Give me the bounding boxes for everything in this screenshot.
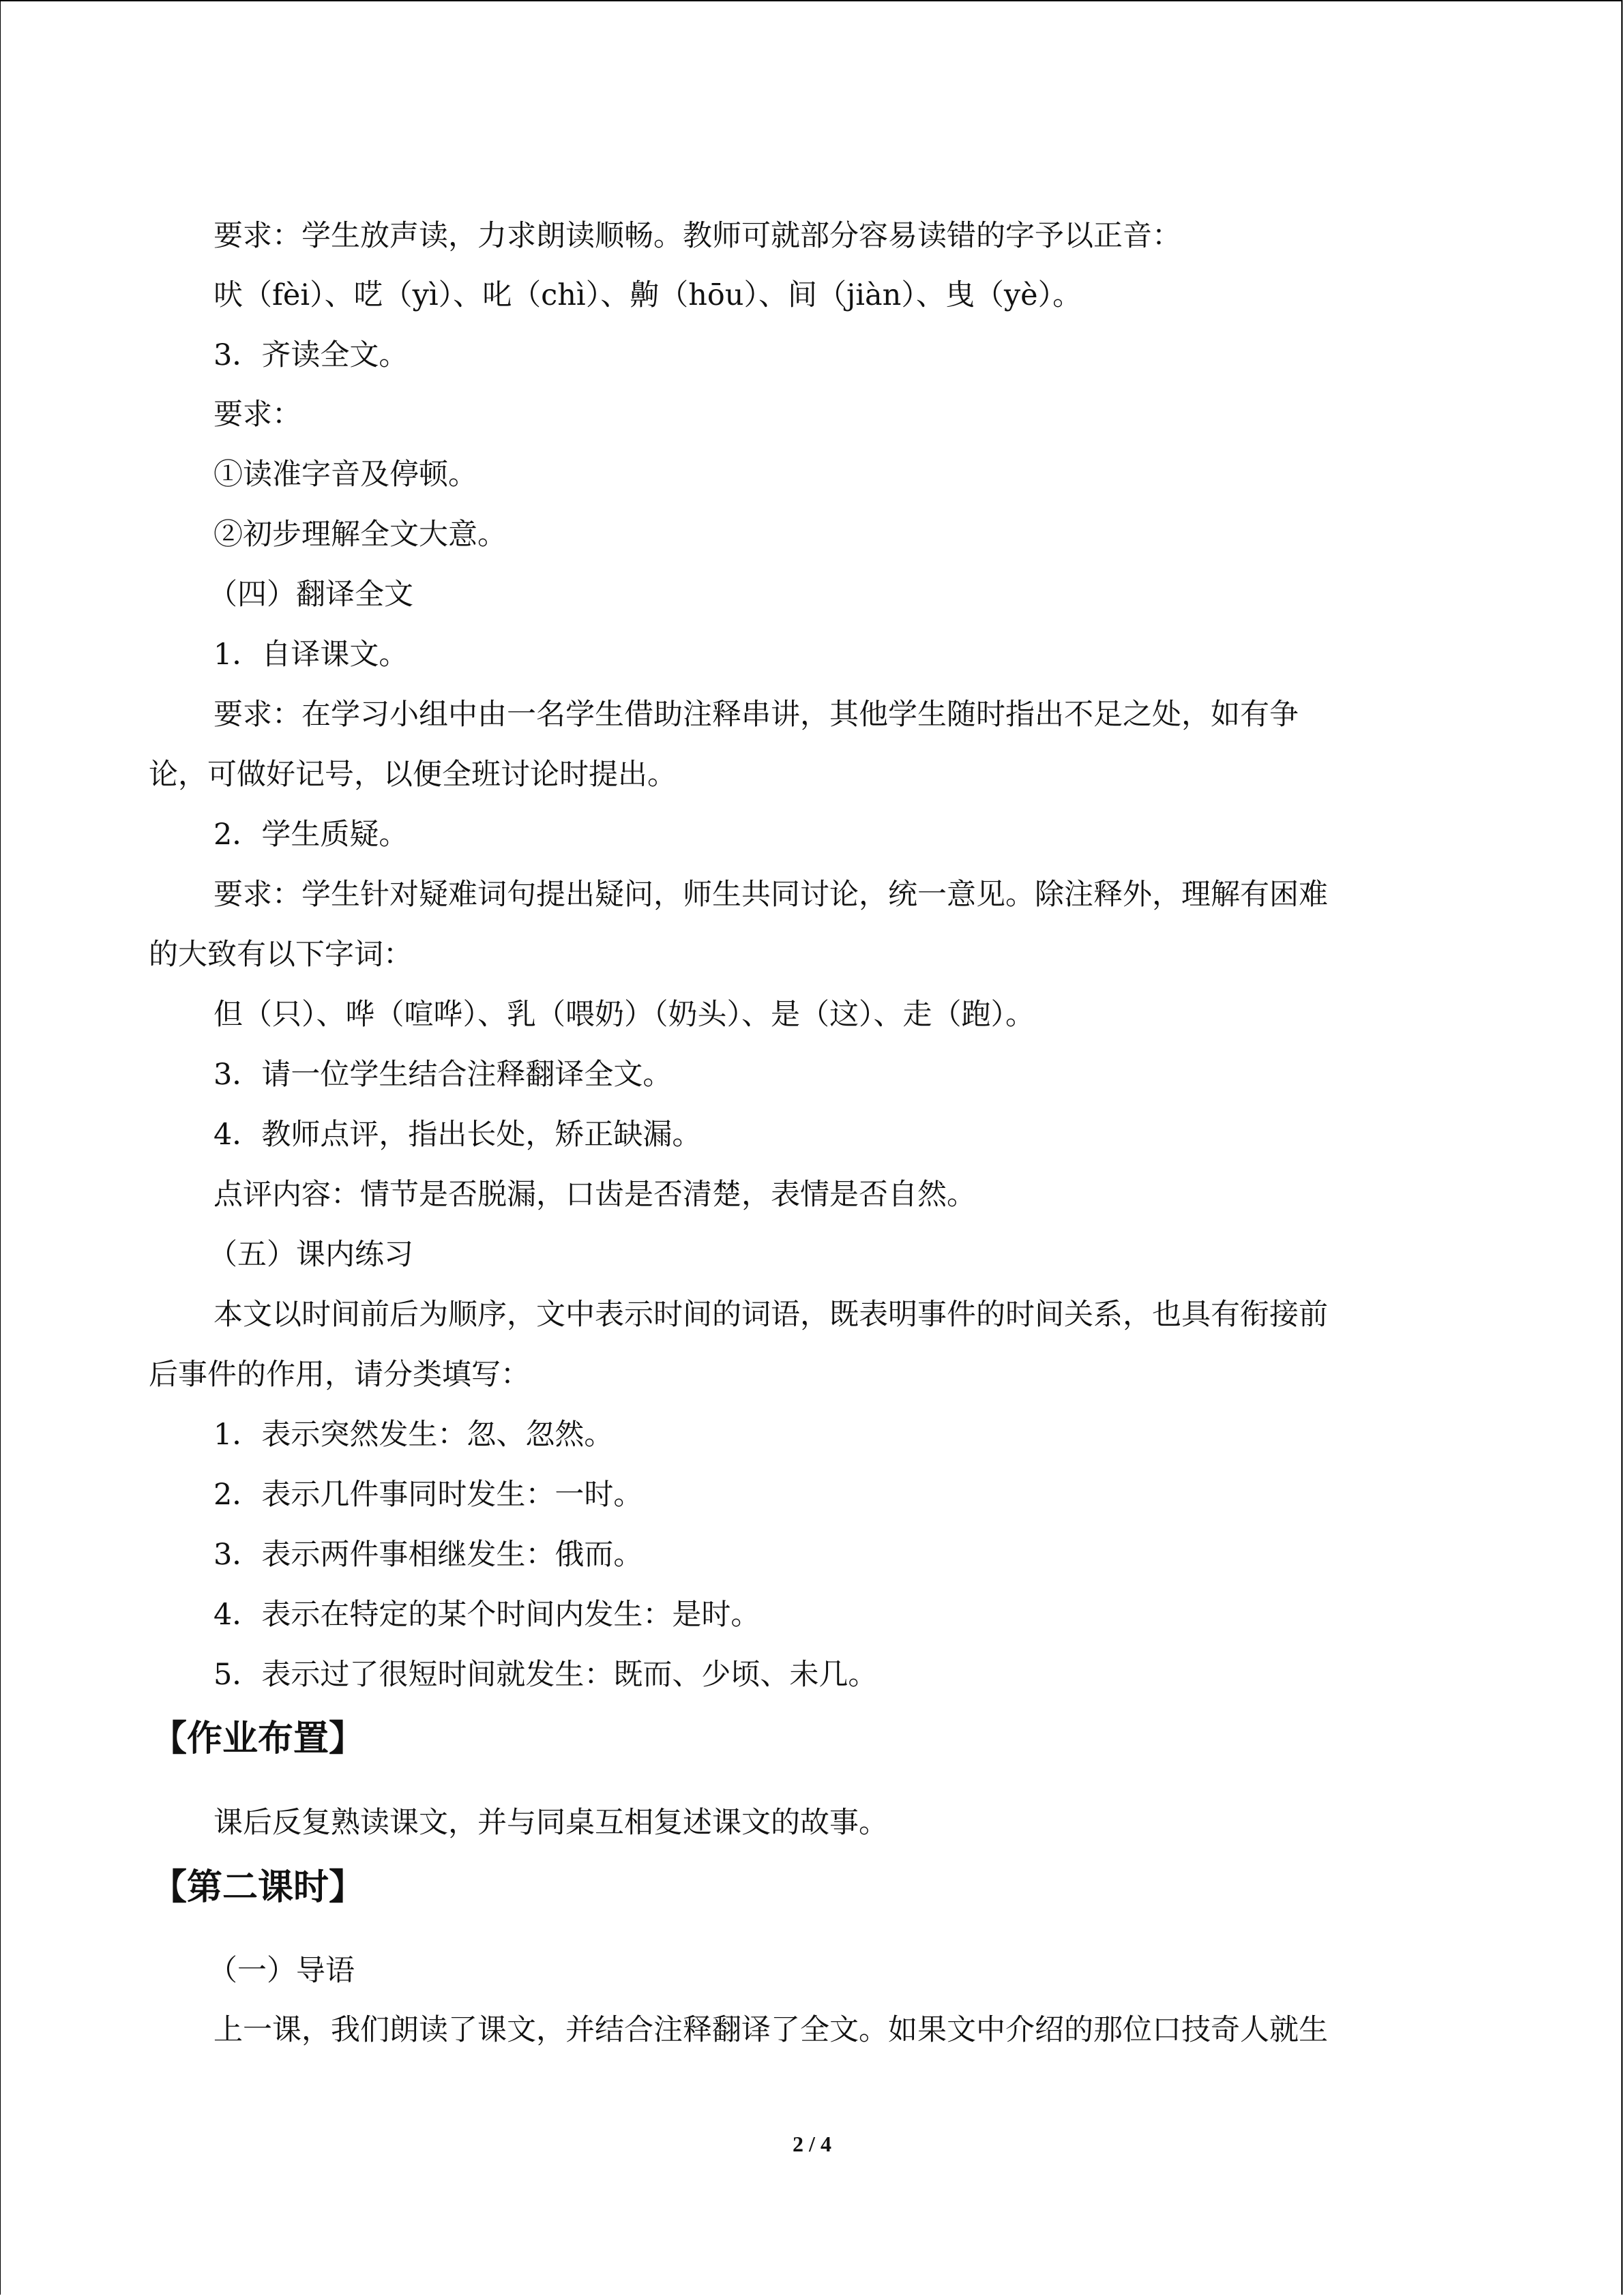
list-item: 4．教师点评，指出长处，矫正缺漏。 bbox=[213, 1118, 702, 1152]
page-number: 2 / 4 bbox=[793, 2132, 831, 2156]
homework-text: 课后反复熟读课文，并与同桌互相复述课文的故事。 bbox=[213, 1806, 888, 1840]
list-item: 3．齐读全文。 bbox=[213, 338, 409, 372]
list-item: 4．表示在特定的某个时间内发生：是时。 bbox=[213, 1598, 761, 1632]
subsection-heading: （五）课内练习 bbox=[208, 1238, 413, 1272]
list-item: 3．表示两件事相继发生：俄而。 bbox=[213, 1538, 643, 1572]
subsection-heading: （四）翻译全文 bbox=[208, 578, 413, 612]
paragraph-line: 后事件的作用，请分类填写： bbox=[149, 1358, 530, 1392]
paragraph-line: 要求：在学习小组中由一名学生借助注释串讲，其他学生随时指出不足之处，如有争 bbox=[213, 698, 1299, 732]
homework-heading: 【作业布置】 bbox=[151, 1718, 365, 1759]
list-item: 5．表示过了很短时间就发生：既而、少顷、未几。 bbox=[213, 1658, 878, 1692]
subsection-heading: （一）导语 bbox=[208, 1954, 355, 1988]
list-item: 2．表示几件事同时发生：一时。 bbox=[213, 1478, 643, 1512]
list-item: 1．表示突然发生：忽、忽然。 bbox=[213, 1418, 614, 1452]
paragraph-line: 论，可做好记号，以便全班讨论时提出。 bbox=[149, 758, 677, 792]
paragraph-line: 要求： bbox=[213, 398, 301, 432]
list-item: ②初步理解全文大意。 bbox=[213, 518, 507, 552]
paragraph-line: 吠（fèi）、呓（yì）、叱（chì）、齁（hōu）、间（jiàn）、曳（yè）。 bbox=[213, 278, 1082, 312]
paragraph-line: 点评内容：情节是否脱漏，口齿是否清楚，表情是否自然。 bbox=[213, 1178, 976, 1212]
lesson2-heading: 【第二课时】 bbox=[151, 1867, 365, 1908]
list-item: ①读准字音及停顿。 bbox=[213, 458, 477, 492]
list-item: 3．请一位学生结合注释翻译全文。 bbox=[213, 1058, 673, 1092]
paragraph-line: 上一课，我们朗读了课文，并结合注释翻译了全文。如果文中介绍的那位口技奇人就生 bbox=[213, 2013, 1328, 2047]
list-item: 1．自译课文。 bbox=[213, 638, 409, 672]
paragraph-line: 的大致有以下字词： bbox=[149, 938, 413, 972]
paragraph-line: 但（只）、哗（喧哗）、乳（喂奶）（奶头）、是（这）、走（跑）。 bbox=[213, 998, 1035, 1032]
paragraph-line: 本文以时间前后为顺序，文中表示时间的词语，既表明事件的时间关系，也具有衔接前 bbox=[213, 1298, 1328, 1332]
list-item: 2．学生质疑。 bbox=[213, 818, 409, 852]
paragraph-line: 要求：学生针对疑难词句提出疑问，师生共同讨论，统一意见。除注释外，理解有困难 bbox=[213, 878, 1328, 912]
paragraph-line: 要求：学生放声读，力求朗读顺畅。教师可就部分容易读错的字予以正音： bbox=[213, 219, 1181, 253]
